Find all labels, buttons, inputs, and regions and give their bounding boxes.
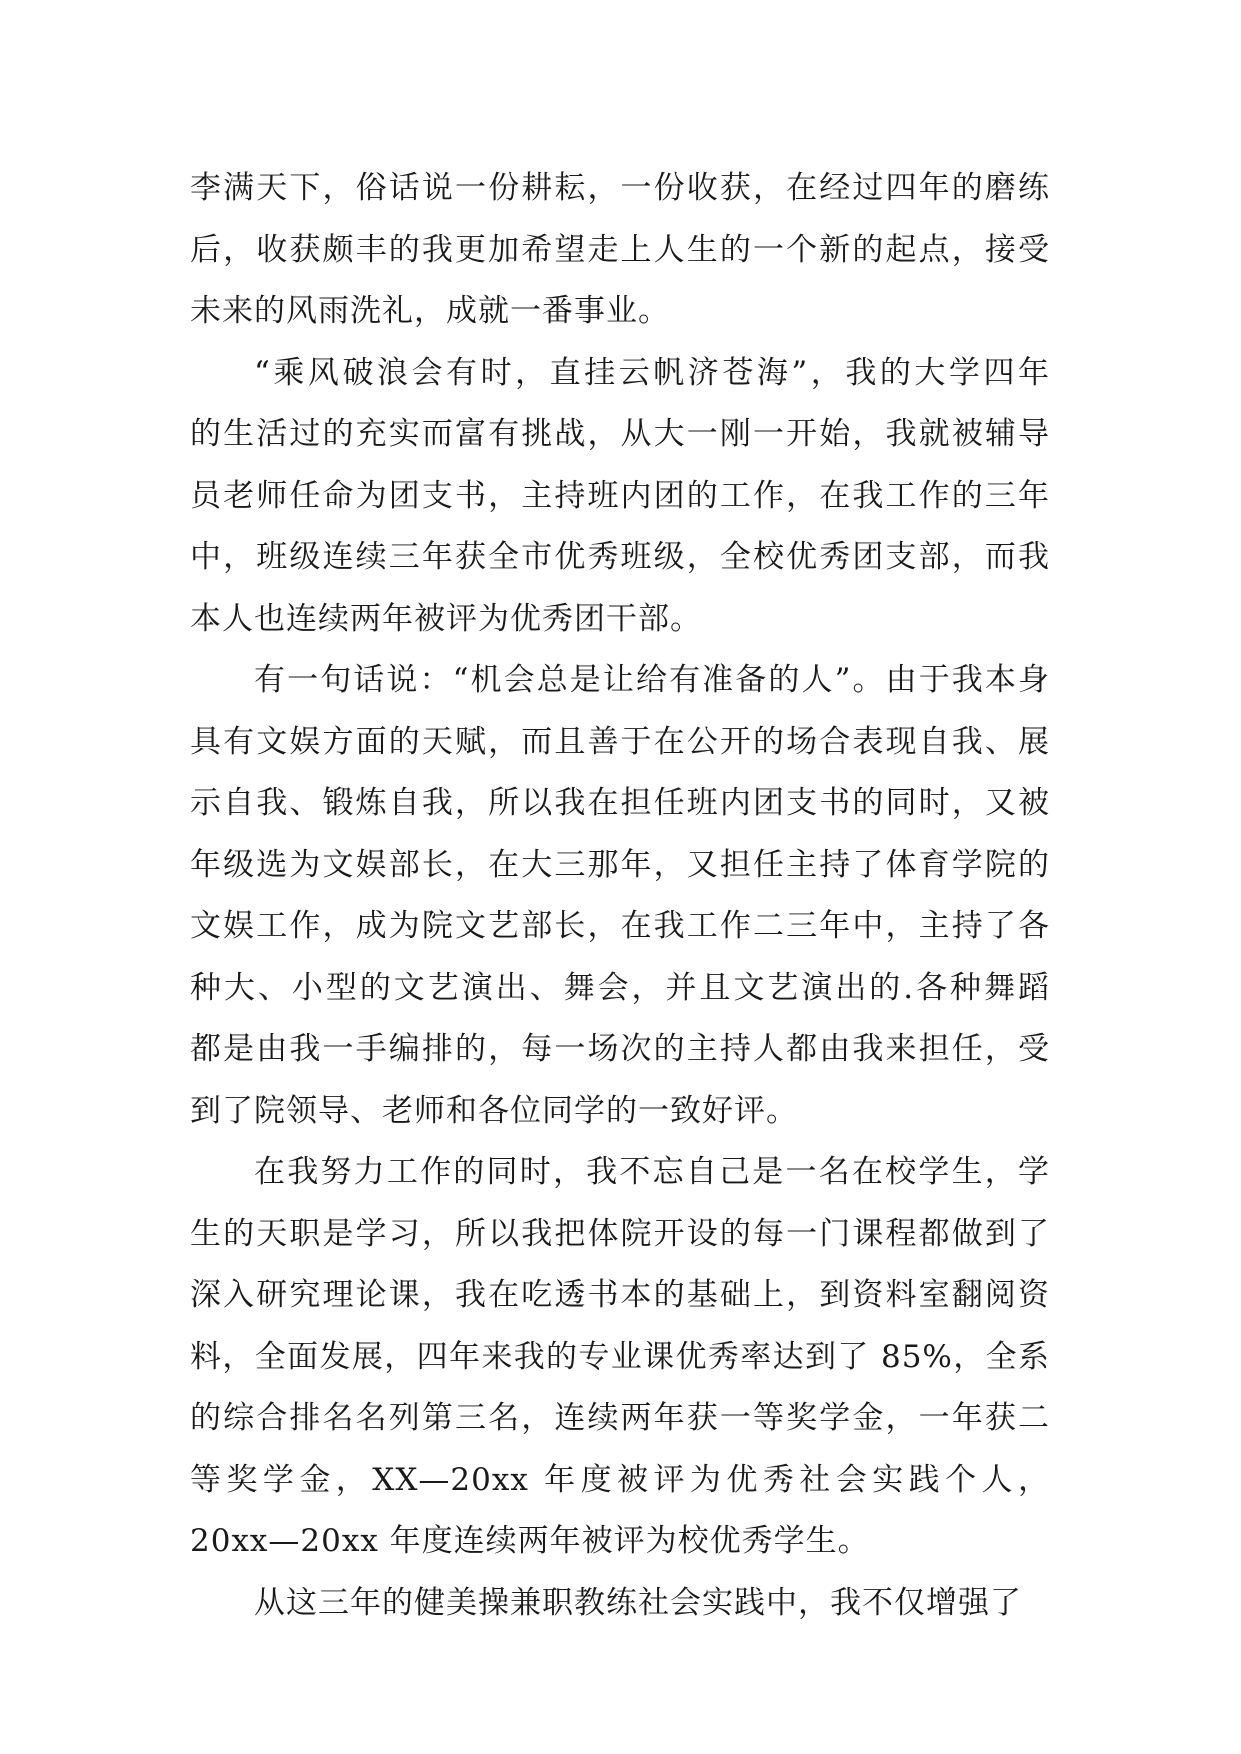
text-line: 年级选为文娱部长，在大三那年，又担任主持了体育学院的 bbox=[190, 846, 1050, 883]
text-line: 中，班级连续三年获全市优秀班级，全校优秀团支部，而我 bbox=[190, 539, 1050, 575]
text-line: 深入研究理论课，我在吃透书本的基础上，到资料室翻阅资 bbox=[190, 1277, 1050, 1313]
paragraph-first-line: 在我努力工作的同时，我不忘自己是一名在校学生，学 bbox=[254, 1154, 1050, 1190]
text-line: 生的天职是学习，所以我把体院开设的每一门课程都做到了 bbox=[190, 1215, 1050, 1252]
text-line: 员老师任命为团支书，主持班内团的工作，在我工作的三年 bbox=[190, 477, 1050, 514]
paragraph-first-line: “乘风破浪会有时，直挂云帆济苍海”，我的大学四年 bbox=[254, 354, 1050, 391]
body-text bbox=[190, 158, 1050, 1634]
text-line: 的综合排名名列第三名，连续两年获一等奖学金，一年获二 bbox=[190, 1400, 1050, 1436]
text-line: 本人也连续两年被评为优秀团干部。 bbox=[190, 600, 702, 637]
text-line: 种大、小型的文艺演出、舞会，并且文艺演出的.各种舞蹈 bbox=[190, 969, 1050, 1006]
text-line: 未来的风雨洗礼，成就一番事业。 bbox=[190, 293, 670, 329]
text-line: 料，全面发展，四年来我的专业课优秀率达到了 85%，全系 bbox=[190, 1338, 1050, 1375]
text-line: 文娱工作，成为院文艺部长，在我工作二三年中，主持了各 bbox=[190, 908, 1050, 944]
text-line: 示自我、锻炼自我，所以我在担任班内团支书的同时，又被 bbox=[190, 785, 1050, 821]
text-line: 后，收获颇丰的我更加希望走上人生的一个新的起点，接受 bbox=[190, 231, 1050, 268]
text-line: 都是由我一手编排的，每一场次的主持人都由我来担任，受 bbox=[190, 1031, 1050, 1067]
text-line: 等奖学金，XX—20xx 年度被评为优秀社会实践个人， bbox=[190, 1461, 1050, 1498]
paragraph-first-line: 从这三年的健美操兼职教练社会实践中，我不仅增强了 bbox=[254, 1584, 1022, 1621]
paragraph-first-line: 有一句话说：“机会总是让给有准备的人”。由于我本身 bbox=[254, 662, 1050, 698]
text-line: 李满天下，俗话说一份耕耘，一份收获，在经过四年的磨练 bbox=[190, 170, 1050, 206]
text-line: 具有文娱方面的天赋，而且善于在公开的场合表现自我、展 bbox=[190, 723, 1050, 760]
text-line: 的生活过的充实而富有挑战，从大一刚一开始，我就被辅导 bbox=[190, 416, 1050, 452]
text-line: 20xx—20xx 年度连续两年被评为校优秀学生。 bbox=[190, 1523, 870, 1559]
text-line: 到了院领导、老师和各位同学的一致好评。 bbox=[190, 1092, 798, 1129]
